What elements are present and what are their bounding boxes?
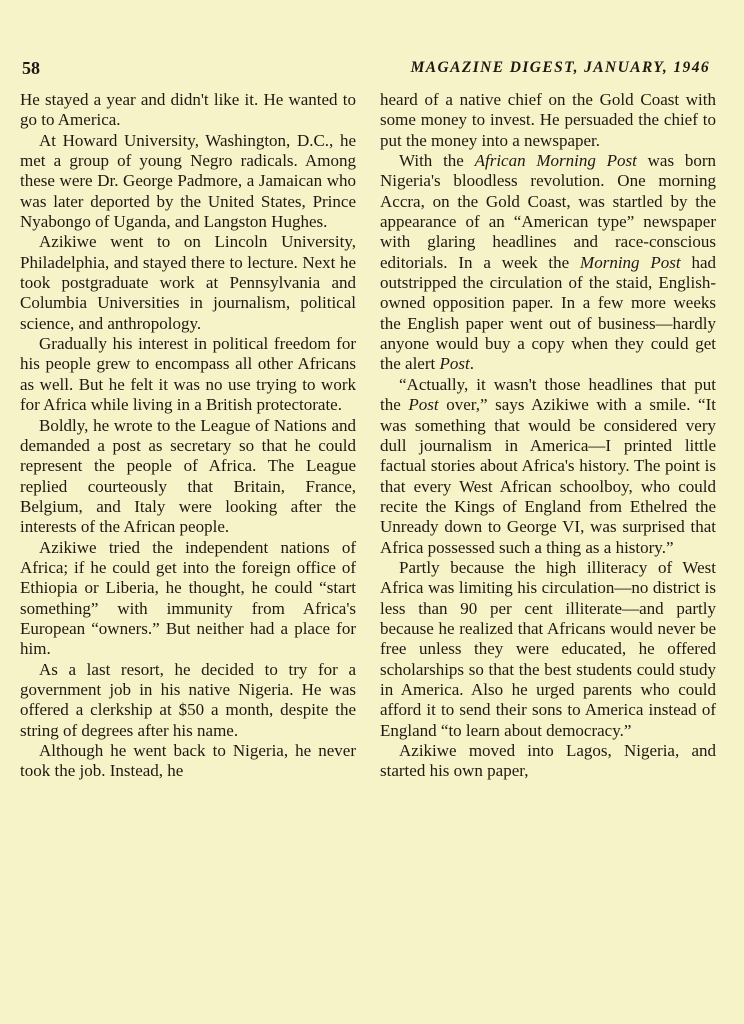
paragraph: He stayed a year and didn't like it. He wanted to go to America. (20, 90, 356, 130)
paragraph: heard of a native chief on the Gold Coast with some money to invest. He persuaded the chief to put the money into a newspaper. (380, 90, 716, 150)
publication-title: Post (408, 395, 439, 415)
paragraph: Azikiwe went to on Lincoln University, Philadelphia, and stayed there to lecture. Next he took postgraduate work at Pennsylvania and Columbia Universities in journalism, political science, and anthropology. (20, 232, 356, 333)
left-column (20, 90, 356, 782)
paragraph: Azikiwe tried the independent nations of Africa; if he could get into the foreign office of Ethiopia or Liberia, he thought, he could “start something” with immunity from Africa's European “owners.” But neither had a place for him. (20, 537, 356, 659)
paragraph: As a last resort, he decided to try for a government job in his native Nigeria. He was offered a clerkship at $50 a month, despite the string of degrees after his name. (20, 659, 356, 740)
paragraph: At Howard University, Washington, D.C., he met a group of young Negro radicals. Among these were Dr. George Padmore, a Jamaican who was later deported by the United States, Prince Nyabongo of Uganda, and Langston Hughes. (20, 130, 356, 232)
paragraph (380, 375, 716, 558)
paragraph (380, 151, 716, 375)
text-run: With the (399, 151, 475, 171)
paragraph: Gradually his interest in political freedom for his people grew to encompass all other Africans as well. But he felt it was no use trying to work for Africa while living in a British protectorate. (20, 334, 356, 415)
text-run: . (469, 354, 474, 374)
page-number: 58 (22, 58, 40, 78)
paragraph: Partly because the high illiteracy of West Africa was limiting his circulation—no district is less than 90 per cent illiterate—and partly because he realized that Africans would never be free unless they were educated, he offered scholarships so that the best students could study in America. Also he urged parents who could afford it to send their sons to America instead of England “to learn about democracy.” (380, 557, 716, 740)
paragraph: Although he went back to Nigeria, he never took the job. Instead, he (20, 741, 356, 781)
publication-title: Morning Post (580, 252, 681, 272)
text-run: was born Nigeria's bloodless revolution. One morning Accra, on the Gold Coast, was startled by the appearance of an “American type” newspaper with glaring headlines and race-conscious editorials. In a week the (380, 151, 716, 272)
text-run: “Actually, it wasn't those headlines that put the (380, 374, 716, 415)
text-run: over,” says Azikiwe with a smile. “It was something that would be considered very dull journalism in America—I printed little factual stories about Africa's history. The point is that every West African schoolboy, who could recite the Kings of England from Ethelred the Unready down to George VI, was surprised that Africa possessed such a thing as a history.” (380, 395, 716, 557)
paragraph: Azikiwe moved into Lagos, Nigeria, and started his own paper, (380, 741, 716, 781)
right-column (380, 90, 716, 782)
publication-title: Post (439, 354, 470, 374)
paragraph: Boldly, he wrote to the League of Nations and demanded a post as secretary so that he could represent the people of Africa. The League replied courteously that Britain, France, Belgium, and Italy were looking after the interests of the African people. (20, 415, 356, 537)
running-head: MAGAZINE DIGEST, JANUARY, 1946 (410, 59, 710, 76)
text-run: had outstripped the circulation of the staid, English-owned opposition paper. In a few more weeks the English paper went out of business—hardly anyone would buy a copy when they could get the alert (380, 252, 716, 374)
publication-title: African Morning Post (474, 151, 637, 171)
page-header (22, 58, 710, 82)
